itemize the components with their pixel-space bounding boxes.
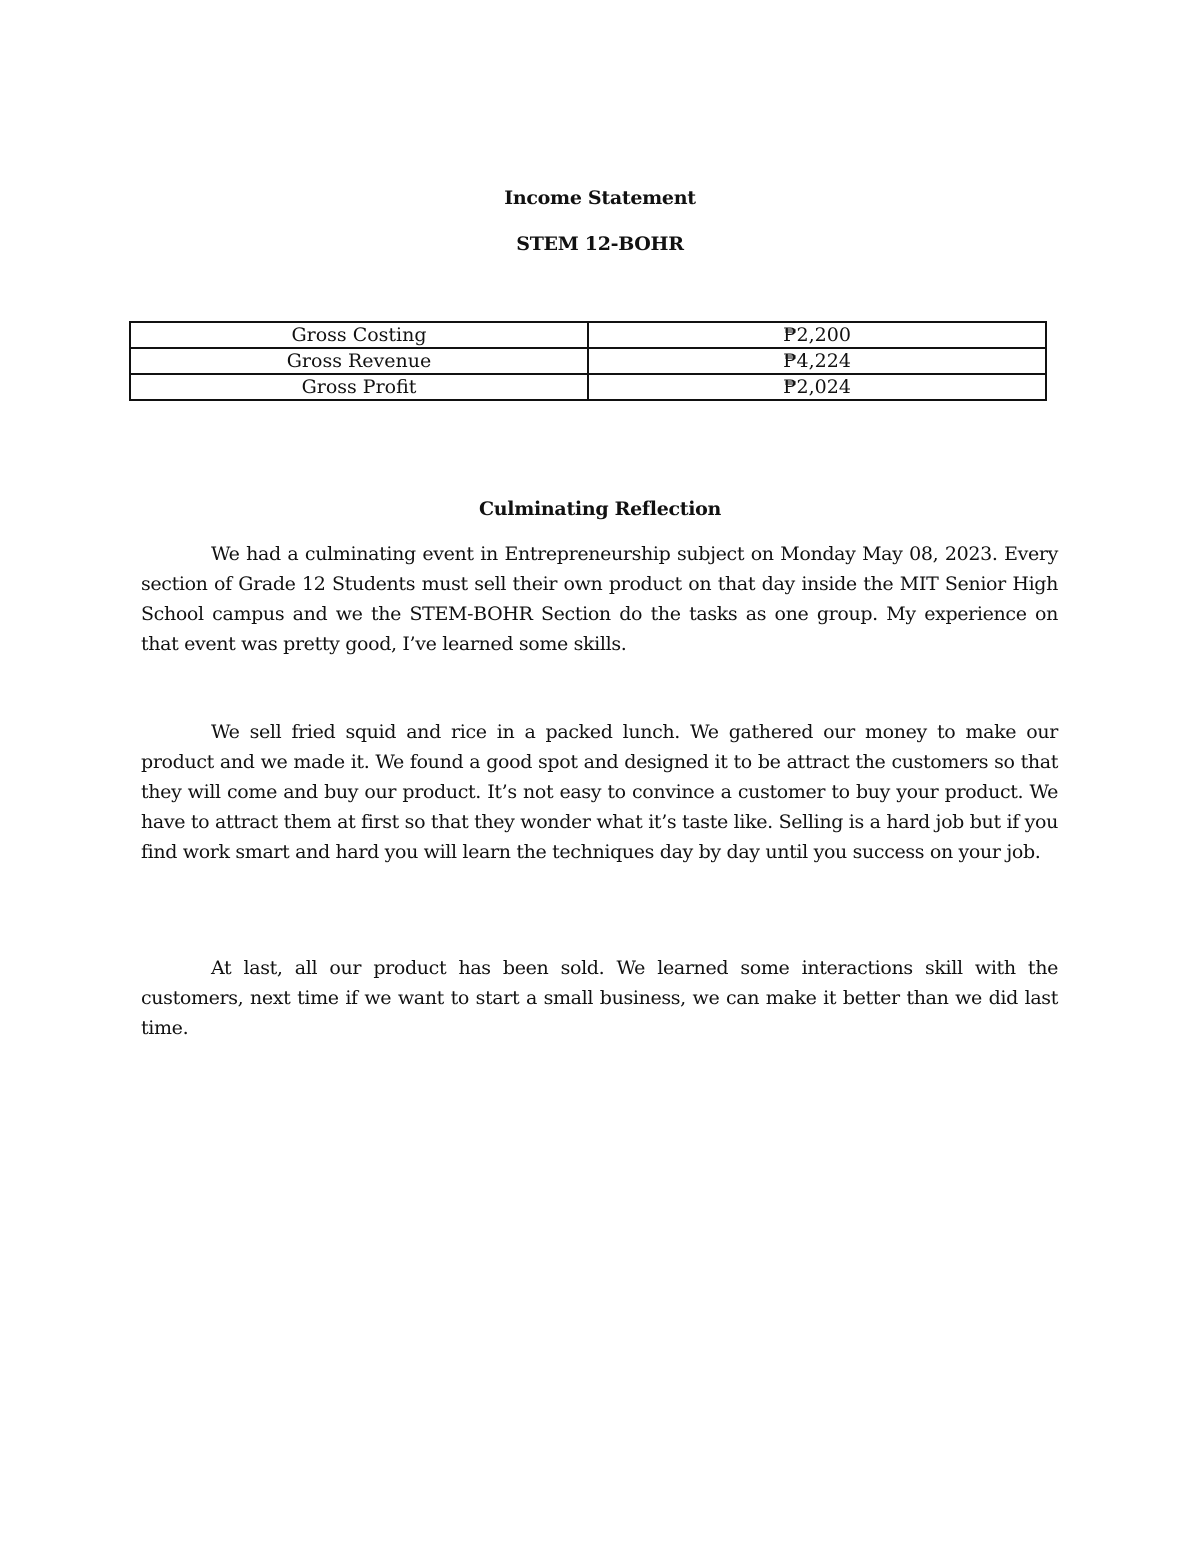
income-statement-table — [129, 321, 1047, 401]
table-row — [130, 348, 1046, 374]
paragraph-text: At last, all our product has been sold. We learned some interactions skill with the customers, next time if we want to start a small business, we can make it better than we did last time. — [141, 957, 1058, 1039]
row-value-gross-costing: ₱2,200 — [588, 322, 1046, 348]
reflection-paragraph-2 — [141, 717, 1058, 867]
table-row — [130, 322, 1046, 348]
row-label-gross-profit: Gross Profit — [130, 374, 588, 400]
table-row — [130, 374, 1046, 400]
reflection-paragraph-3 — [141, 953, 1058, 1043]
paragraph-text: We had a culminating event in Entrepreneurship subject on Monday May 08, 2023. Every section of Grade 12 Students must sell their own product on that day inside the MIT Senior High School campus and we the STEM-BOHR Section do the tasks as one group. My experience on that event was pretty good, I’ve learned some skills. — [141, 543, 1058, 655]
document-subtitle: STEM 12-BOHR — [516, 233, 684, 255]
reflection-paragraph-1 — [141, 539, 1058, 659]
document-title: Income Statement — [504, 187, 696, 209]
row-value-gross-revenue: ₱4,224 — [588, 348, 1046, 374]
paragraph-text: We sell fried squid and rice in a packed lunch. We gathered our money to make our product and we made it. We found a good spot and designed it to be attract the customers so that they will come and buy our product. It’s not easy to convince a customer to buy your product. We have to attract them at first so that they wonder what it’s taste like. Selling is a hard job but if you find work smart and hard you will learn the techniques day by day until you success on your job. — [141, 721, 1058, 863]
row-label-gross-costing: Gross Costing — [130, 322, 588, 348]
row-value-gross-profit: ₱2,024 — [588, 374, 1046, 400]
reflection-heading: Culminating Reflection — [478, 498, 722, 520]
row-label-gross-revenue: Gross Revenue — [130, 348, 588, 374]
